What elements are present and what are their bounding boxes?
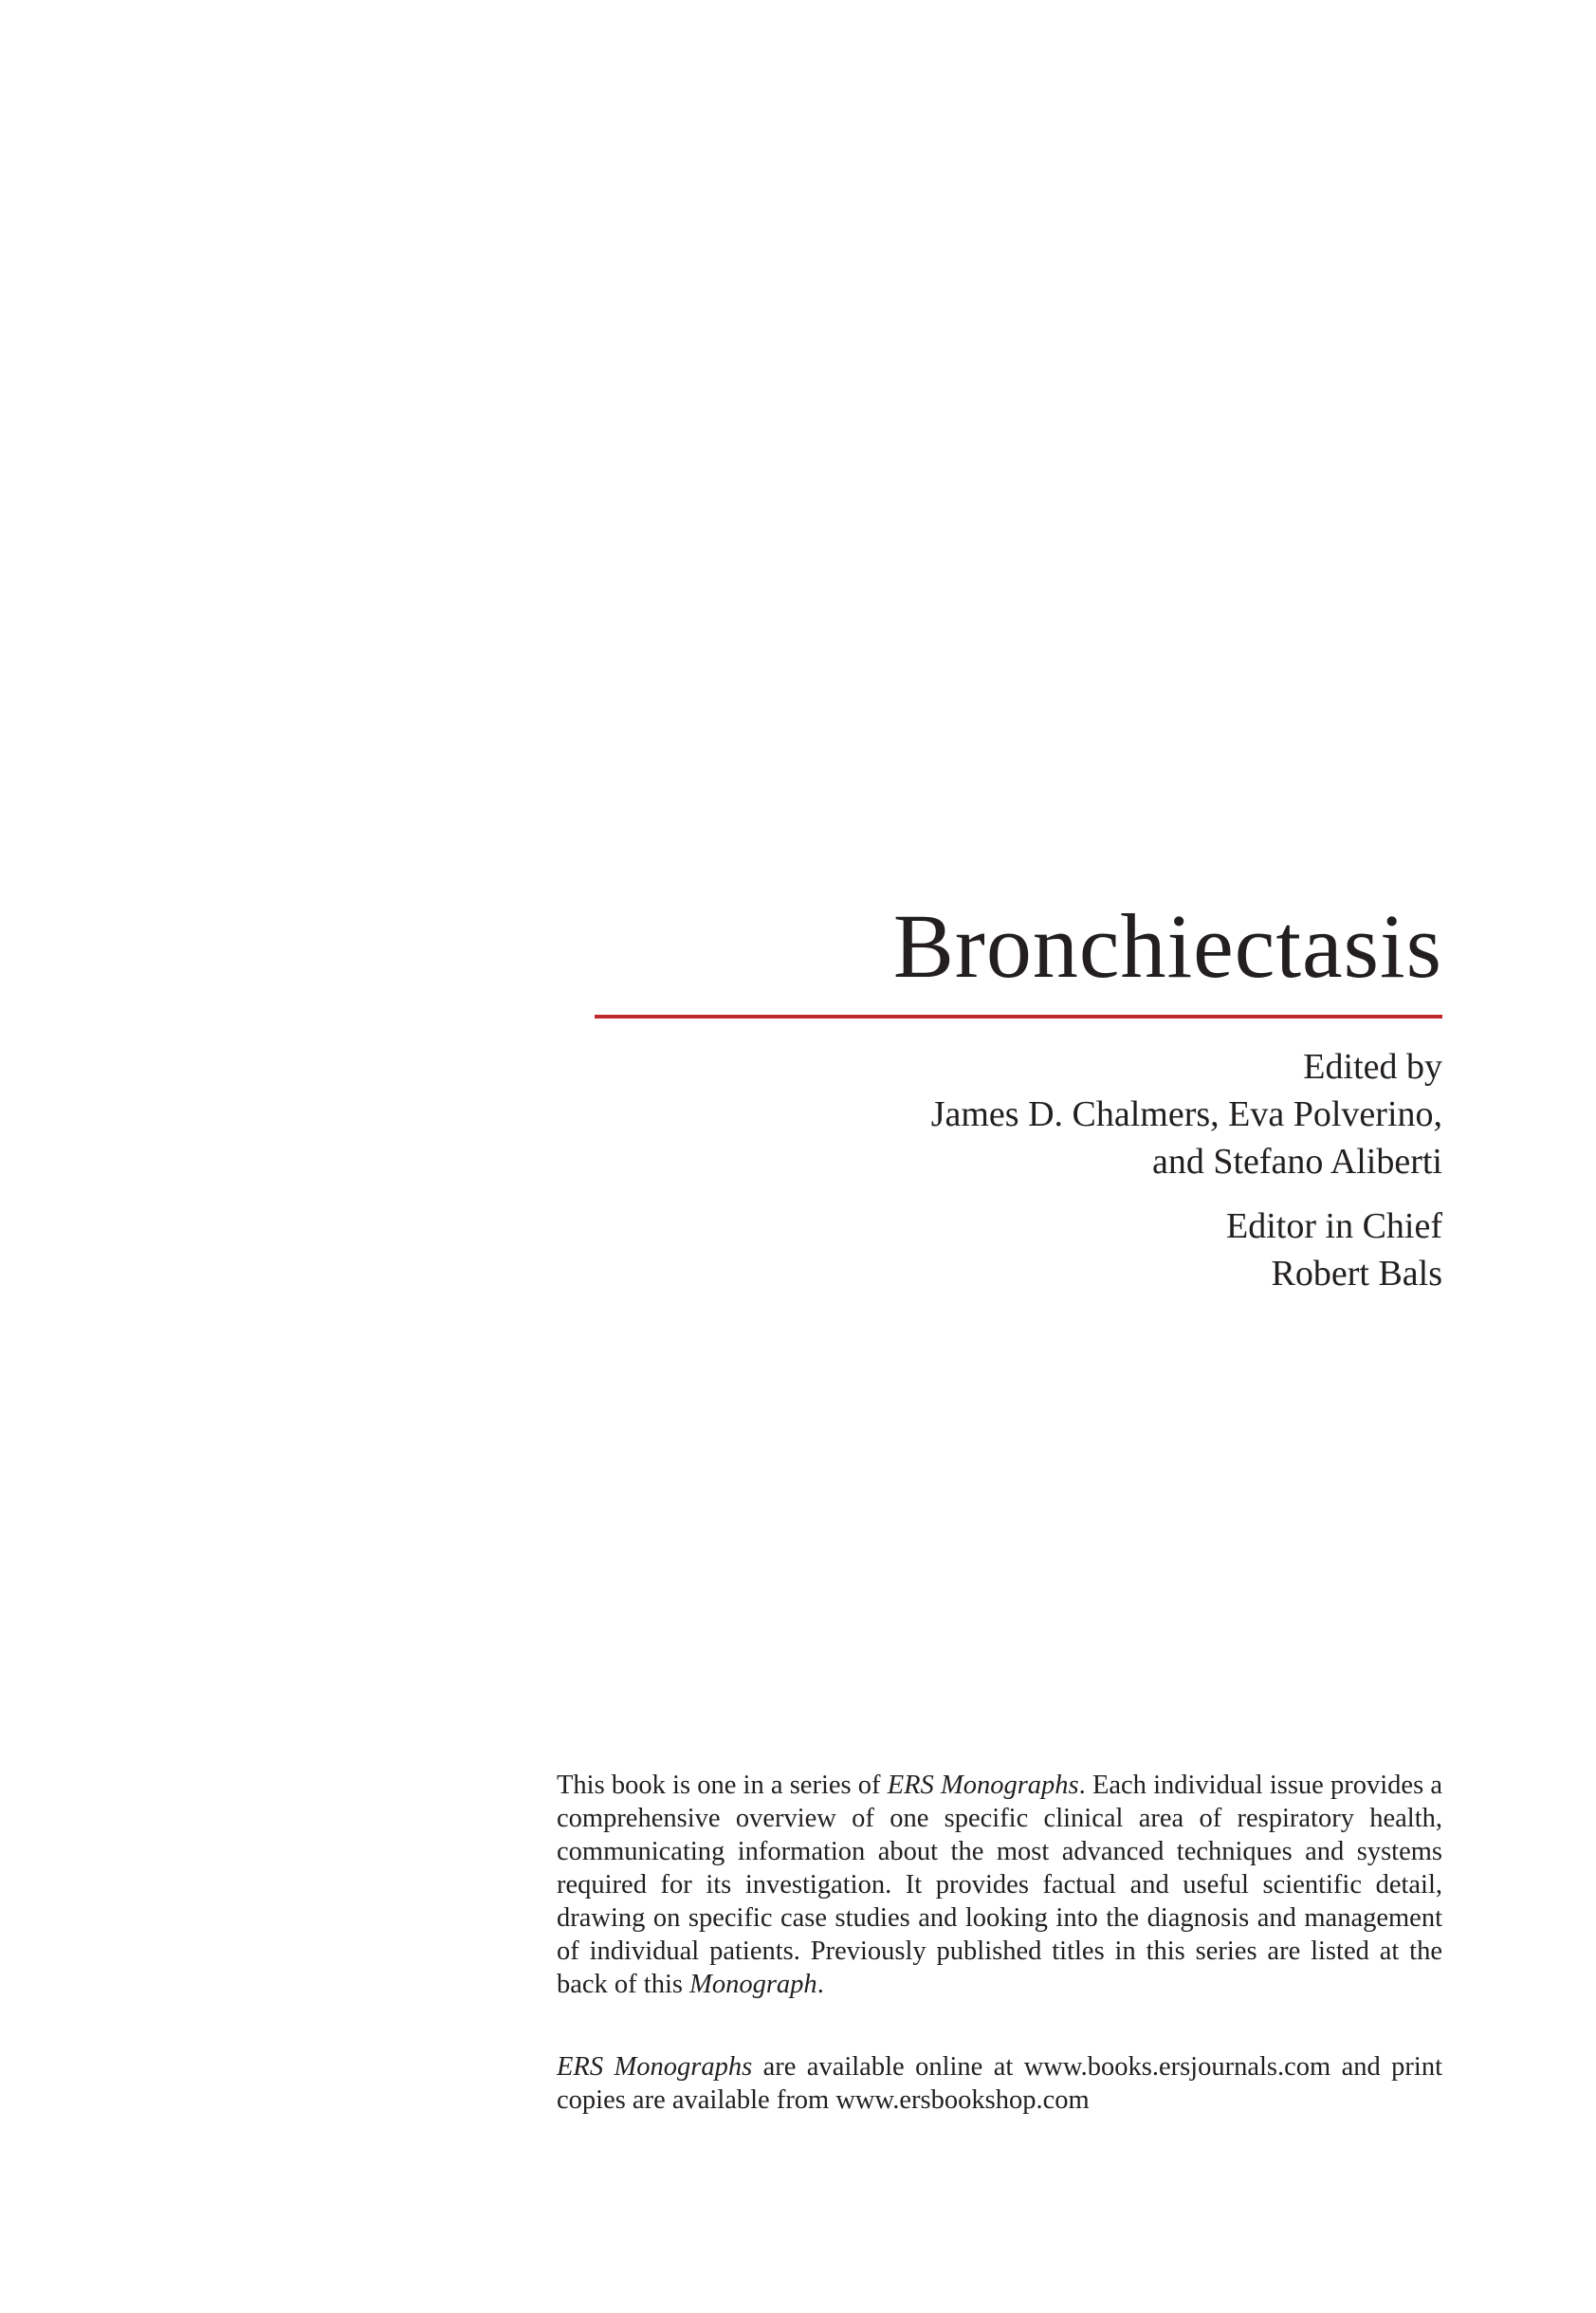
availability-text: are available online at www.books.ersjournals.com and print copies are available from www.ersbookshop.com <box>557 2052 1442 2115</box>
availability-series-name: ERS Monographs <box>557 2052 753 2082</box>
editor-in-chief-section <box>595 1202 1442 1297</box>
editor-in-chief-name: Robert Bals <box>1271 1254 1442 1294</box>
editors-names-line-2: and Stefano Aliberti <box>1151 1142 1442 1182</box>
title-block <box>595 895 1442 1297</box>
series-description-paragraph <box>557 1769 1442 2001</box>
monograph-word: Monograph <box>689 1970 817 1999</box>
editors-section <box>595 1043 1442 1185</box>
editor-in-chief-label: Editor in Chief <box>1226 1206 1442 1246</box>
series-description <box>557 1769 1442 2117</box>
title-divider <box>595 1015 1442 1019</box>
description-text-2: . Each individual issue provides a comprehensive overview of one specific clinical area of respiratory health, communicating information about the most advanced techniques and systems required for its investigation. It provides factual and useful scientific detail, drawing on specific case studies and looking into the diagnosis and management of individual patients. Previously published titles in this series are listed at the back of this <box>557 1771 1442 1999</box>
series-name: ERS Monographs <box>887 1771 1079 1800</box>
description-text-1: This book is one in a series of <box>557 1771 888 1800</box>
edited-by-label: Edited by <box>1303 1047 1442 1087</box>
book-title: Bronchiectasis <box>892 895 1442 997</box>
availability-paragraph <box>557 2050 1442 2117</box>
editors-names-line-1: James D. Chalmers, Eva Polverino, <box>930 1094 1442 1134</box>
description-text-3: . <box>816 1970 824 1999</box>
